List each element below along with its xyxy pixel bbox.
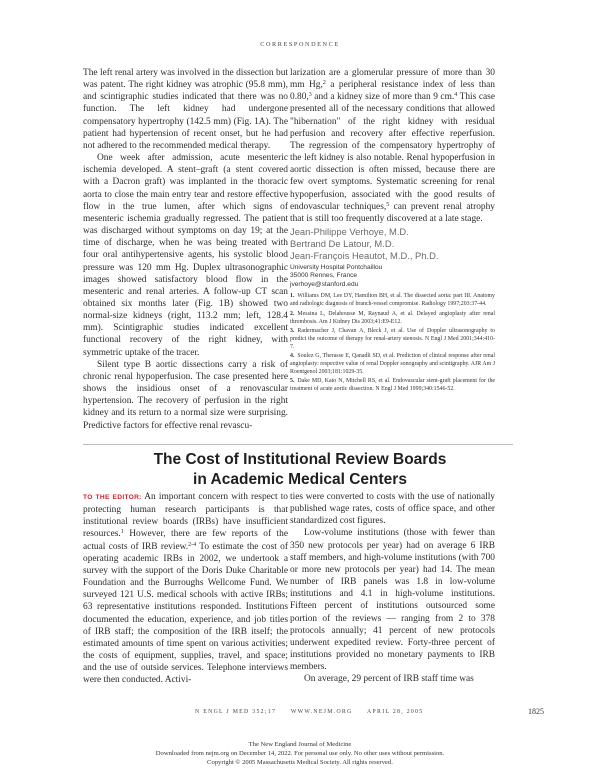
reference-text: Williams DM, Lee DY, Hamilton BH, et al. The dissected aorta: part III. Anatomy and radiologic diagnosis of branch-vessel compromise. Radiology 1997;203:37-44. (290, 293, 495, 308)
author-email[interactable]: jverhoye@stanford.edu (290, 280, 359, 288)
copyright: Copyright © 2005 Massachusetts Medical Society. All rights reserved. (207, 758, 393, 766)
citation-ref: 1 (120, 529, 124, 536)
reference-item (290, 378, 495, 394)
text-run: To estimate the cost of operating academic IRBs in 2002, we undertook a survey with the support of the Doris Duke Charitable Foundation and the Burroughs Wellcome Fund. We surveyed 121 U.S. medical schools with active IRBs; 63 representative institutions responded. Institutions documented the education, experience, and job titles of IRB staff; the composition of the IRB itself; the estimated amounts of time spent on various activities; the costs of equipment, supplies, travel, and space; and the use of outside services. Telephone interviews were then conducted. Activi- (83, 541, 288, 686)
author-name: Jean-François Heautot, M.D., Ph.D. (290, 250, 439, 262)
reference-text: Radermacher J, Chavan A, Bleck J, et al. Use of Doppler ultrasonography to predict the outcome of therapy for renal-artery stenosis. N Engl J Med 2001;344:410-7. (290, 328, 495, 350)
reference-item (290, 293, 495, 309)
to-the-editor-label: TO THE EDITOR: (83, 494, 142, 501)
citation-ref: 3 (308, 92, 312, 99)
letter2-left-column (83, 491, 288, 687)
author-list (290, 226, 495, 263)
reference-number: 1. (290, 293, 295, 300)
reference-text: Messina L, Delahousse M, Raynaud A, et al. Delayed angioplasty after renal thrombosis. Am J Kidney Dis 2003;41:E9-E12. (290, 310, 495, 325)
paragraph: The left renal artery was involved in the dissection but was patent. The right kidney was atrophic (95.8 mm), and scintigraphic studies indicated that there was no function. The left kidney had undergone compensatory hypertrophy (142.5 mm) (Fig. 1A). The patient had hypertension of recent onset, but he had not adhered to the recommended medical therapy. (83, 68, 288, 151)
text-run: However, there are few reports of the actual costs of IRB review. (83, 529, 288, 552)
citation-ref: 4 (454, 92, 458, 99)
download-notice (0, 741, 600, 767)
section-divider (83, 444, 513, 445)
paragraph (290, 67, 495, 225)
paragraph: Low-volume institutions (those with fewer than 350 new protocols per year) had on average 6 IRB staff members, and high-volume institutions (with 700 or more new protocols per year) had 14. The mean number of IRB panels was 1.8 in low-volume institutions and 4.1 in high-volume institutions. Fifteen percent of institutions outsourced some portion of the reviews — ranging from 2 to 378 protocols annually; 41 percent of new protocols underwent expedited review. Forty-three percent of institutions provided no monetary payments to IRB members. (290, 528, 495, 673)
running-head: CORRESPONDENCE (260, 41, 340, 48)
reference-number: 2. (290, 310, 295, 317)
issue-date: APRIL 28, 2005 (367, 709, 424, 715)
citation-ref: 5 (386, 201, 390, 208)
text-run: larization are a glomerular pressure of more than 30 mm Hg, (290, 68, 495, 91)
paragraph: One week after admission, acute mesenteric ischemia developed. A stent–graft (a stent covered with a Dacron graft) was implanted in the thoracic aorta to close the main entry tear and restore effective flow in the true lumen, after which signs of mesenteric ischemia gradually regressed. The patient was discharged without symptoms on day 19; at the time of discharge, when he was being treated with four oral antihypertensive agents, his systolic blood pressure was 120 mm Hg. Duplex ultrasonographic images showed satisfactory blood flow in the mesenteric and renal arteries. A follow-up CT scan obtained six months later (Fig. 1B) showed two normal-size kidneys (right, 113.2 mm; left, 128.4 mm). Scintigraphic studies indicated excellent functional recovery of the right kidney, with symmetric uptake of the tracer. (83, 153, 288, 358)
journal-citation: N ENGL J MED 352;17 (195, 709, 277, 715)
title-line: The Cost of Institutional Review Boards (153, 451, 447, 468)
reference-list (290, 293, 495, 394)
reference-number: 4. (290, 353, 295, 360)
text-run: This case presented all of the necessary conditions that allowed "hibernation" of the right kidney with residual perfusion and recovery after effective reperfusion. The regression of the compensatory hypertrophy of the left kidney is also notable. Renal hypoperfusion in aortic dissection is often missed, because there are few overt symptoms. Systematic screening for renal hypoperfusion, associated with the good results of endovascular techniques, (290, 92, 495, 212)
letter2-right-column (290, 491, 495, 686)
affiliation-city: 35000 Rennes, France (290, 272, 358, 280)
reference-item (290, 328, 495, 352)
reference-number: 3. (290, 328, 295, 335)
citation-ref: 2 (322, 80, 326, 87)
reference-text: Soulez G, Therasse E, Qanadli SD, et al. Prediction of clinical response after renal angioplasty: respective value of renal Doppler sonography and scintigraphy. AJR Am J Roentgenol 2003;181:1029-35. (290, 353, 495, 376)
reference-text: Dake MD, Kato N, Mitchell RS, et al. Endovascular stent-graft placement for the treatment of acute aortic dissection. N Engl J Med 1999;340:1546-52. (290, 378, 495, 393)
author-name: Jean-Philippe Verhoye, M.D. (290, 226, 409, 238)
paragraph: Silent type B aortic dissections carry a risk of chronic renal hypoperfusion. The case presented here shows the insidious onset of a renovascular hypertension. The recovery of perfusion in the right kidney and its return to a normal size were surprising. Predictive factors for effective renal revascu- (83, 359, 288, 431)
author-name: Bertrand De Latour, M.D. (290, 238, 395, 250)
journal-name: The New England Journal of Medicine (248, 741, 352, 748)
page-number: 1825 (528, 707, 544, 716)
reference-number: 5. (290, 378, 295, 385)
text-run: can prevent renal atrophy that is still too frequently discovered at a late stage. (290, 201, 495, 224)
text-run: a peripheral resistance index of less than 0.80, (290, 80, 495, 103)
paragraph: ties were converted to costs with the use of nationally published wage rates, costs of office space, and other standardized cost figures. (290, 492, 495, 527)
letter1-right-column (290, 67, 495, 396)
paragraph (83, 491, 288, 687)
reference-item (290, 311, 495, 327)
text-run: An important concern with respect to protecting human research participants is that institutional review boards (IRBs) have insufficient resources. (83, 492, 288, 540)
title-line: in Academic Medical Centers (193, 470, 407, 488)
reference-item (290, 353, 495, 377)
affiliation-institution: University Hospital Pontchaillou (290, 263, 383, 271)
text-run: and a kidney size of more than 9 cm. (311, 92, 455, 103)
page-footer (195, 709, 436, 715)
journal-website[interactable]: WWW.NEJM.ORG (290, 709, 353, 715)
article-title (0, 450, 600, 489)
letter1-left-column (83, 67, 288, 432)
download-info: Downloaded from nejm.org on December 14, 2022. For personal use only. No other uses without permission. (155, 749, 445, 757)
affiliation (290, 264, 495, 290)
citation-ref: 2-4 (188, 541, 197, 548)
paragraph: On average, 29 percent of IRB staff time was (304, 674, 474, 685)
